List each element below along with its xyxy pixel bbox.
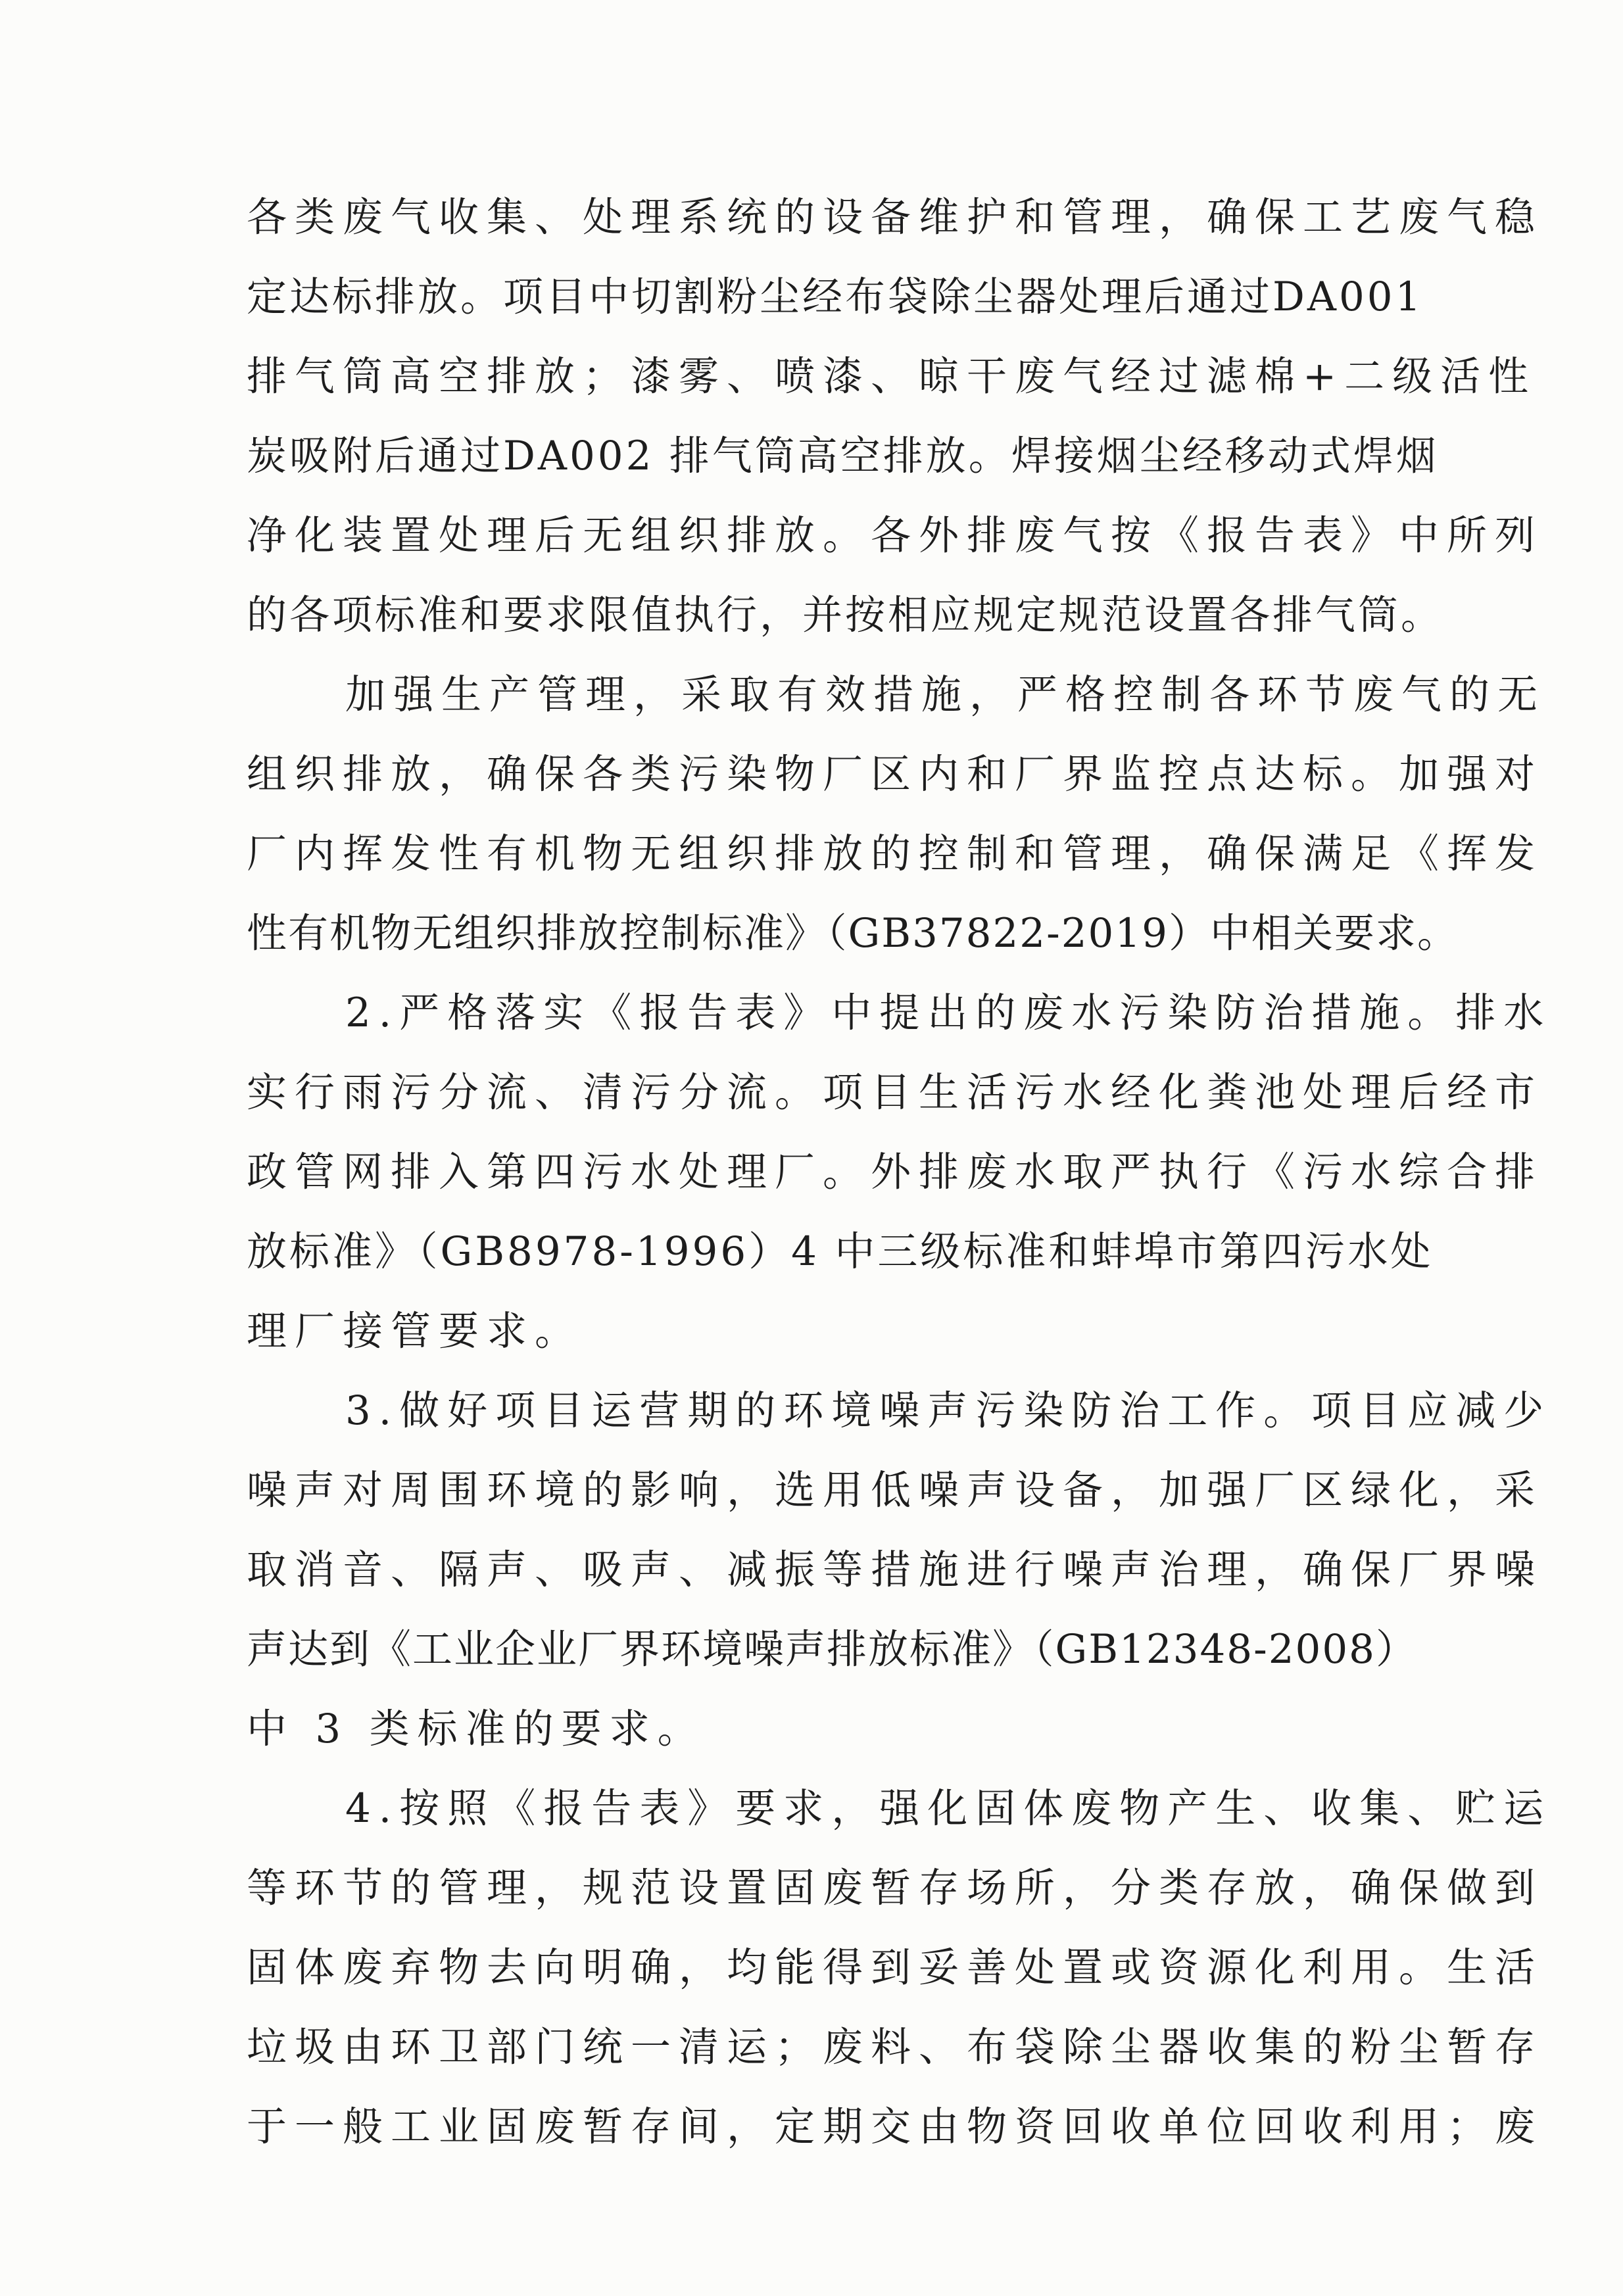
text-line: 政管网排入第四污水处理厂。外排废水取严执行《污水综合排 [247, 1149, 1543, 1195]
text-line: 净化装置处理后无组织排放。各外排废气按《报告表》中所列 [247, 512, 1543, 559]
paragraph-production-management [247, 655, 1546, 973]
text-line: 的各项标准和要求限值执行，并按相应规定规范设置各排气筒。 [247, 592, 1444, 638]
text-line: 理厂接管要求。 [247, 1308, 583, 1354]
text-line: 炭吸附后通过DA002 排气筒高空排放。焊接烟尘经移动式焊烟 [247, 433, 1439, 479]
paragraph-wastewater-measures [247, 973, 1552, 1371]
text-line: 噪声对周围环境的影响，选用低噪声设备，加强厂区绿化，采 [247, 1467, 1543, 1514]
paragraph-solid-waste [247, 1769, 1552, 2166]
text-line: 等环节的管理，规范设置固废暂存场所，分类存放，确保做到 [247, 1865, 1543, 1911]
paragraph-noise-control [247, 1371, 1552, 1769]
text-line: 取消音、隔声、吸声、减振等措施进行噪声治理，确保厂界噪 [247, 1546, 1543, 1593]
text-line: 2.严格落实《报告表》中提出的废水污染防治措施。排水 [345, 990, 1552, 1036]
text-line: 定达标排放。项目中切割粉尘经布袋除尘器处理后通过DA001 [247, 274, 1424, 320]
text-line: 固体废弃物去向明确，均能得到妥善处置或资源化利用。生活 [247, 1944, 1543, 1991]
text-line: 性有机物无组织排放控制标准》（GB37822-2019）中相关要求。 [247, 910, 1459, 957]
text-line: 中 3 类标准的要求。 [247, 1706, 706, 1752]
text-line: 厂内挥发性有机物无组织排放的控制和管理，确保满足《挥发 [247, 830, 1543, 877]
text-line: 放标准》（GB8978-1996）4 中三级标准和蚌埠市第四污水处 [247, 1228, 1434, 1275]
text-line: 于一般工业固废暂存间，定期交由物资回收单位回收利用；废 [247, 2103, 1543, 2150]
text-line: 加强生产管理，采取有效措施，严格控制各环节废气的无 [345, 671, 1546, 718]
text-line: 各类废气收集、处理系统的设备维护和管理，确保工艺废气稳 [247, 194, 1543, 241]
document-body [247, 178, 1552, 2166]
text-line: 4.按照《报告表》要求，强化固体废物产生、收集、贮运 [345, 1785, 1552, 1832]
text-line: 排气筒高空排放；漆雾、喷漆、晾干废气经过滤棉+二级活性 [247, 353, 1537, 400]
text-line: 声达到《工业企业厂界环境噪声排放标准》（GB12348-2008） [247, 1626, 1417, 1673]
text-line: 3.做好项目运营期的环境噪声污染防治工作。项目应减少 [345, 1387, 1552, 1434]
text-line: 实行雨污分流、清污分流。项目生活污水经化粪池处理后经市 [247, 1069, 1543, 1116]
text-line: 组织排放，确保各类污染物厂区内和厂界监控点达标。加强对 [247, 751, 1543, 798]
text-line: 垃圾由环卫部门统一清运；废料、布袋除尘器收集的粉尘暂存 [247, 2024, 1543, 2070]
paragraph-exhaust-gas-treatment [247, 178, 1543, 655]
